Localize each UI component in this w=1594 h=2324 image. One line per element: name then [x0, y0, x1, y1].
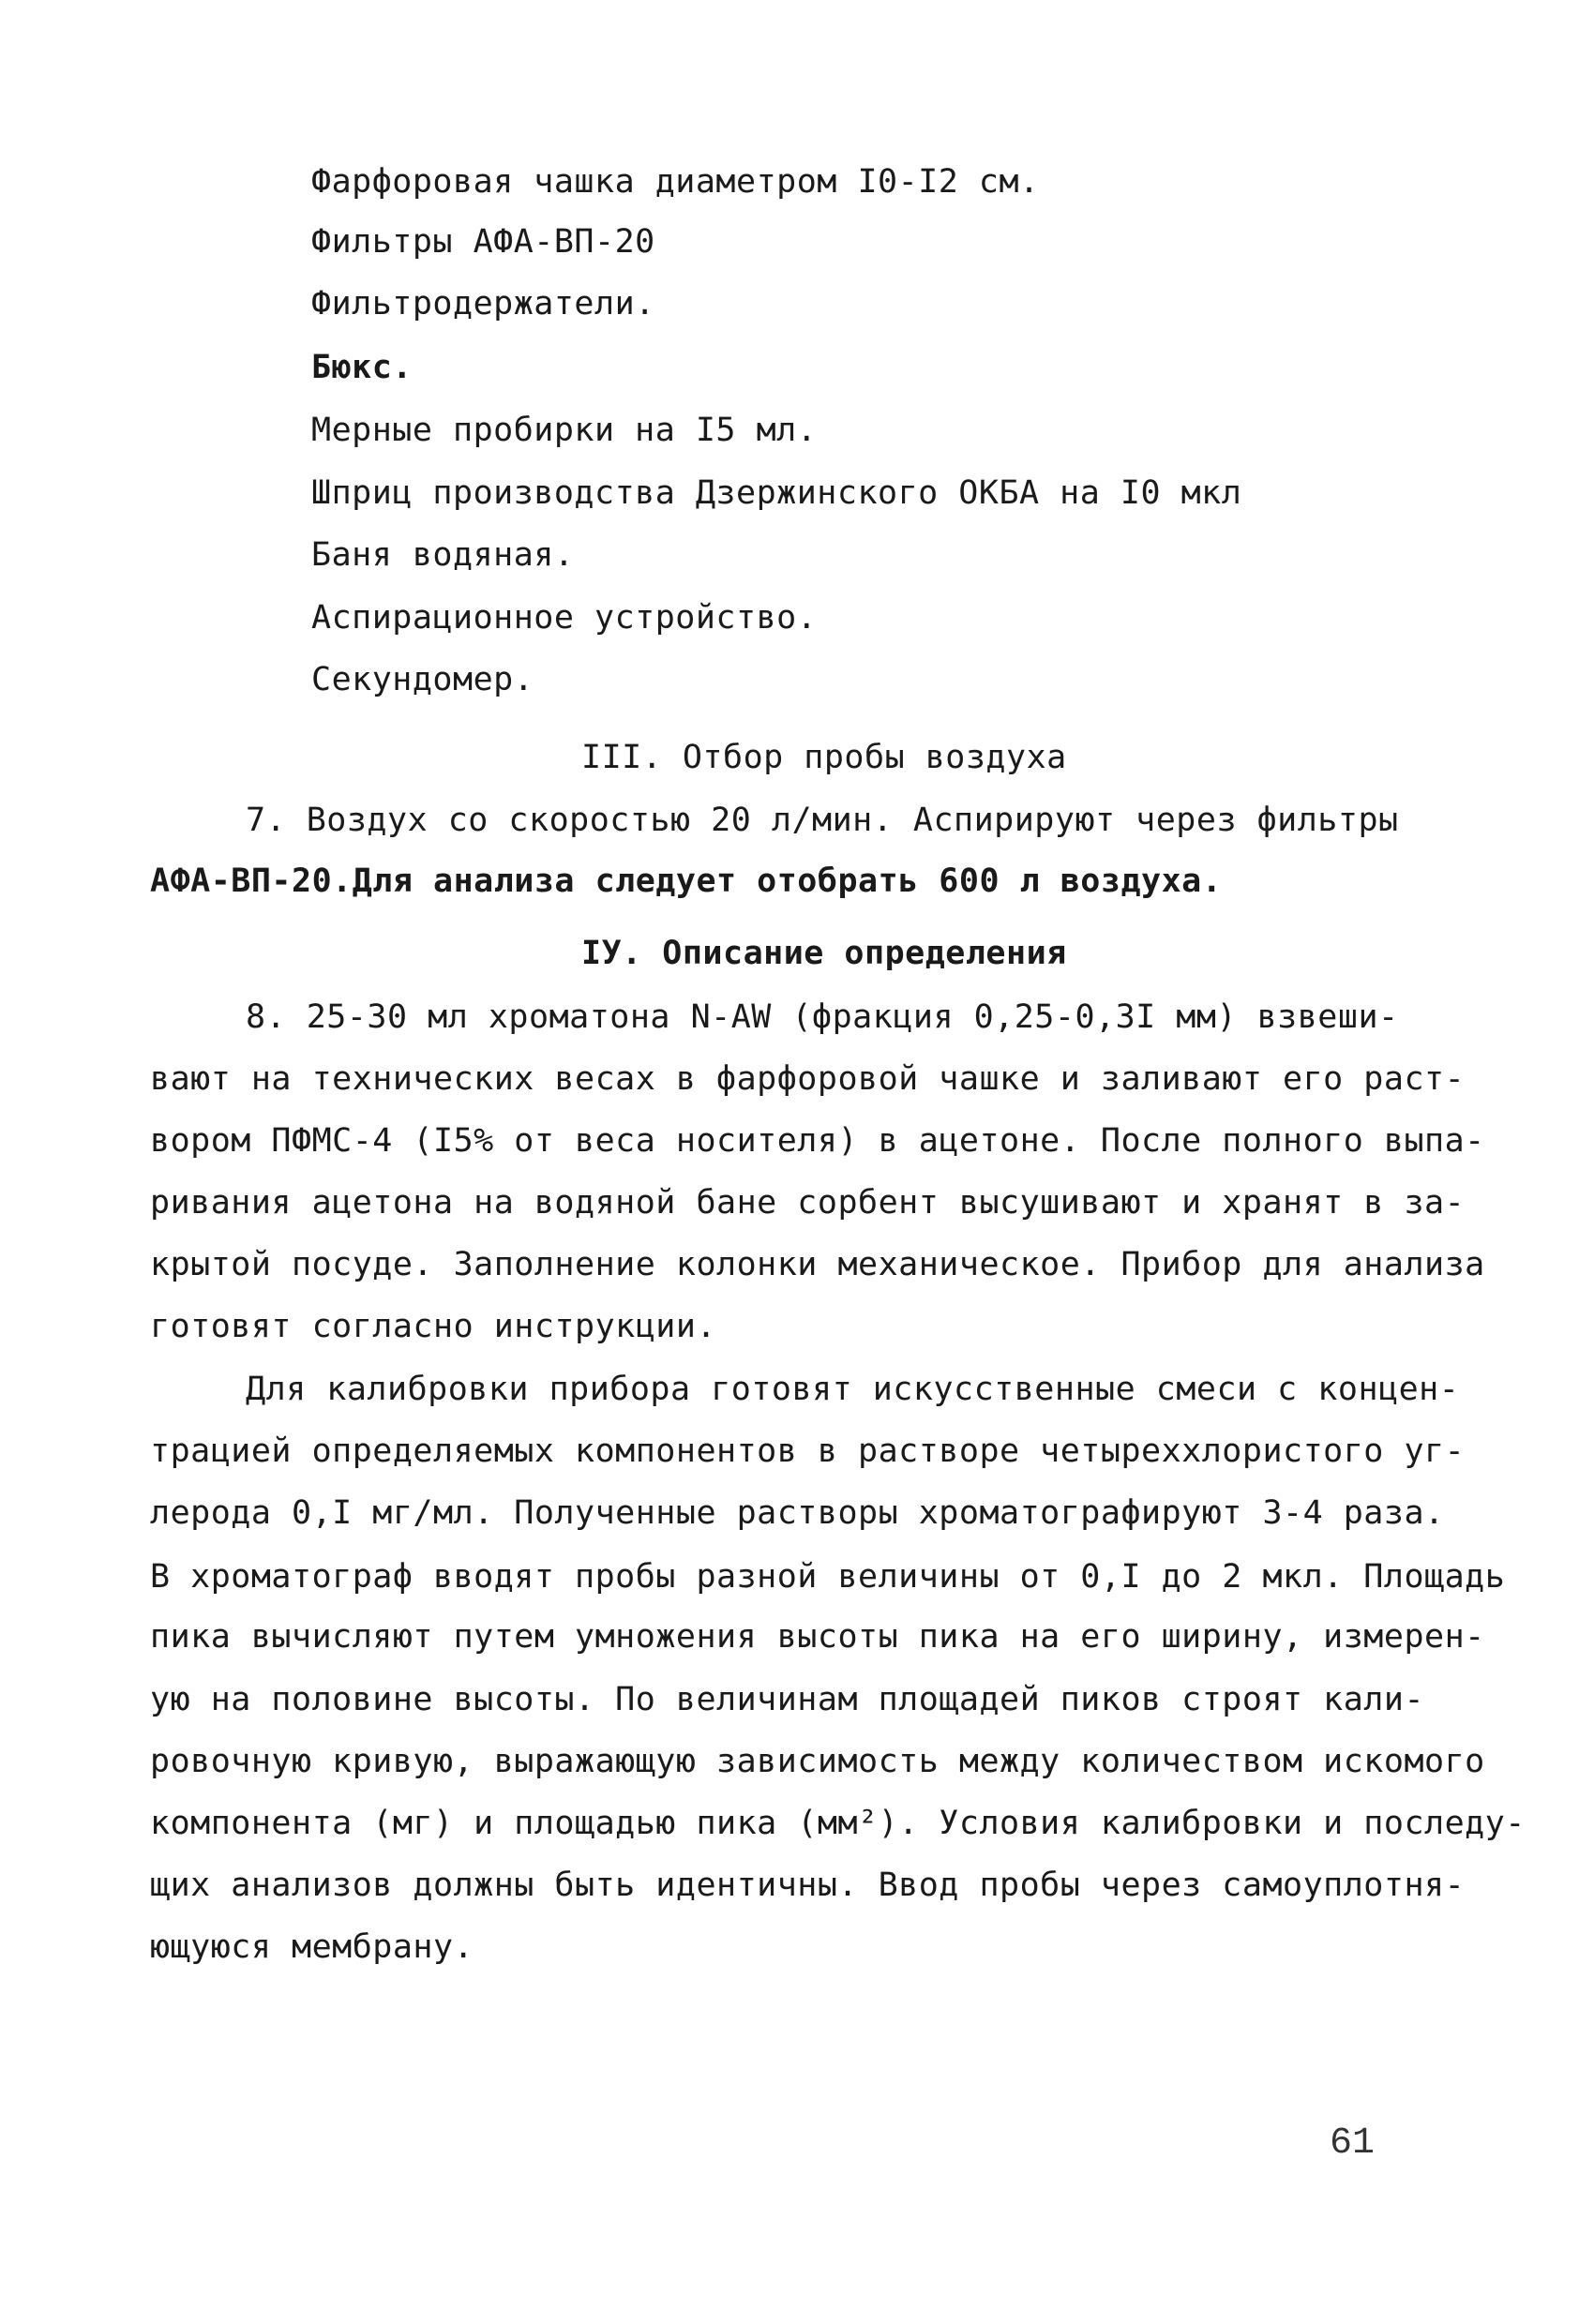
equipment-item: Фильтродержатели.: [311, 285, 655, 322]
paragraph-line: 8. 25-30 мл хроматона N-AW (фракция 0,25-0,3I мм) взвеши-: [246, 998, 1399, 1036]
paragraph-line: АФА-ВП-20.Для анализа следует отобрать 600 л воздуха.: [150, 862, 1223, 900]
paragraph-line: 7. Воздух со скоростью 20 л/мин. Аспирируют через фильтры: [246, 802, 1399, 839]
paragraph-line: готовят согласно инструкции.: [150, 1308, 717, 1345]
paragraph-line: вором ПФМС-4 (I5% от веса носителя) в ацетоне. После полного выпа-: [150, 1122, 1485, 1160]
paragraph-line: крытой посуде. Заполнение колонки механическое. Прибор для анализа: [150, 1246, 1485, 1283]
page-number: 61: [1330, 2122, 1376, 2165]
equipment-item: Шприц производства Дзержинского ОКБА на I0 мкл: [311, 474, 1242, 512]
paragraph-line: вают на технических весах в фарфоровой чашке и заливают его раст-: [150, 1060, 1466, 1098]
paragraph-line: лерода 0,I мг/мл. Полученные растворы хроматографируют 3-4 раза.: [150, 1494, 1445, 1532]
equipment-item: Фильтры АФА-ВП-20: [311, 223, 655, 261]
paragraph-line: компонента (мг) и площадью пика (мм²). Условия калибровки и последу-: [150, 1805, 1526, 1842]
section-heading: IУ. Описание определения: [581, 935, 1067, 972]
equipment-item: Секундомер.: [311, 661, 534, 698]
equipment-item: Мерные пробирки на I5 мл.: [311, 412, 818, 449]
equipment-item: Фарфоровая чашка диаметром I0-I2 см.: [311, 163, 1040, 201]
paragraph-line: ющуюся мембрану.: [150, 1928, 474, 1966]
equipment-item: Аспирационное устройство.: [311, 599, 818, 637]
paragraph-line: В хроматограф вводят пробы разной величины от 0,I до 2 мкл. Площадь: [150, 1558, 1506, 1596]
equipment-item: Бюкс.: [311, 349, 413, 386]
paragraph-line: щих анализов должны быть идентичны. Ввод пробы через самоуплотня-: [150, 1867, 1466, 1904]
paragraph-line: трацией определяемых компонентов в растворе четыреххлористого уг-: [150, 1432, 1466, 1470]
paragraph-line: ровочную кривую, выражающую зависимость между количеством искомого: [150, 1743, 1485, 1780]
paragraph-line: ую на половине высоты. По величинам площадей пиков строят кали-: [150, 1681, 1425, 1718]
paragraph-line: ривания ацетона на водяной бане сорбент высушивают и хранят в за-: [150, 1184, 1466, 1222]
paragraph-line: пика вычисляют путем умножения высоты пика на его ширину, измерен-: [150, 1618, 1485, 1656]
equipment-item: Баня водяная.: [311, 536, 575, 574]
section-heading: III. Отбор пробы воздуха: [581, 739, 1067, 776]
paragraph-line: Для калибровки прибора готовят искусственные смеси с концен-: [246, 1371, 1460, 1408]
